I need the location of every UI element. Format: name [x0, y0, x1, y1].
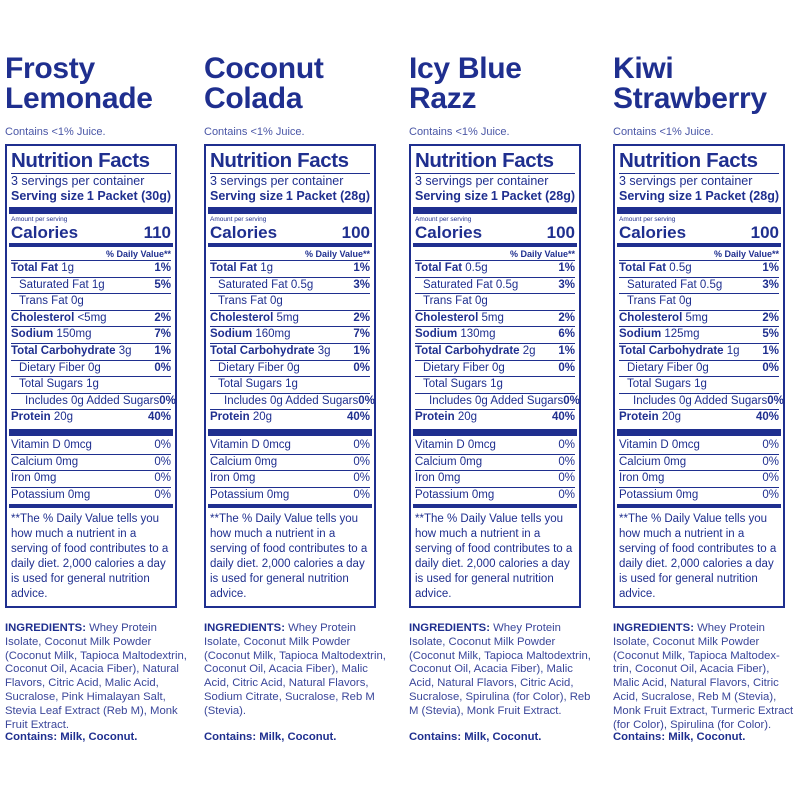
added-sugars-label: Includes 0g Added Sugars [633, 394, 768, 407]
saturated-fat-amount: 1g [91, 278, 105, 291]
nutrition-facts-title: Nutrition Facts [210, 149, 349, 172]
cholesterol-dv: 2% [558, 311, 575, 324]
serving-size [415, 189, 575, 204]
medium-divider [208, 243, 372, 247]
total-carb-label: Total Carbohydrate [11, 344, 116, 357]
sodium-dv: 7% [154, 328, 171, 341]
sodium-label: Sodium [415, 328, 458, 341]
thick-divider [413, 429, 577, 436]
potassium-dv: 0% [154, 488, 171, 501]
flavor-title: Frosty Lemonade [5, 52, 153, 115]
servings-per-container: 3 servings per container [210, 174, 344, 188]
calories-row [619, 224, 779, 242]
daily-value-footnote: **The % Daily Value tells you how much a nutrient in a serving of food contributes to a daily diet. 2,000 calories a day is used for general nutrition advice. [210, 513, 368, 601]
iron-label: Iron 0mg [415, 472, 461, 485]
iron-row [210, 470, 370, 487]
calcium-dv: 0% [762, 455, 779, 468]
juice-note: Contains <1% Juice. [204, 126, 305, 138]
added-sugars-row [11, 393, 176, 410]
saturated-fat-label: Saturated Fat [423, 278, 493, 291]
iron-label: Iron 0mg [210, 472, 256, 485]
calcium-label: Calcium 0mg [11, 455, 79, 468]
ingredients-text: Whey Protein Isolate, Coconut Milk Powder (Coconut Milk, Tapioca Maltodextrin, Coconut Oil, Acacia Fiber), Malic Acid, Citric Acid, Natural Flavors, Sodium Citrate, Sucralose, Reb M (Stevia). [204, 622, 386, 717]
saturated-fat-label: Saturated Fat [19, 278, 89, 291]
calcium-row [210, 454, 370, 471]
sugars-row [210, 376, 370, 393]
potassium-label: Potassium 0mg [415, 488, 495, 501]
total-carb-amount: 3g [118, 344, 132, 357]
medium-divider [208, 504, 372, 508]
amount-per-serving: Amount per serving [415, 216, 472, 223]
daily-value-footnote: **The % Daily Value tells you how much a nutrient in a serving of food contributes to a daily diet. 2,000 calories a day is used for general nutrition advice. [415, 513, 573, 601]
vitamin-d-label: Vitamin D 0mcg [210, 438, 291, 451]
serving-size-value: 1 Packet (30g) [86, 189, 171, 203]
cholesterol-amount: 5mg [481, 311, 504, 324]
sugars-row [619, 376, 779, 393]
calories-row [11, 224, 171, 242]
cholesterol-dv: 2% [353, 311, 370, 324]
total-carb-amount: 2g [522, 344, 536, 357]
ingredients-label: INGREDIENTS: [409, 622, 490, 634]
thick-divider [413, 207, 577, 214]
medium-divider [617, 243, 781, 247]
sodium-amount: 150mg [56, 328, 92, 341]
serving-size-label: Serving size [210, 189, 283, 203]
serving-size-label: Serving size [415, 189, 488, 203]
trans-fat-label: Trans Fat 0g [218, 295, 283, 308]
cholesterol-dv: 2% [154, 311, 171, 324]
saturated-fat-row [415, 277, 575, 294]
sodium-amount: 130mg [460, 328, 496, 341]
calcium-dv: 0% [558, 455, 575, 468]
saturated-fat-row [210, 277, 370, 294]
thick-divider [208, 429, 372, 436]
iron-dv: 0% [154, 472, 171, 485]
trans-fat-label: Trans Fat 0g [19, 295, 84, 308]
added-sugars-label: Includes 0g Added Sugars [429, 394, 564, 407]
calcium-label: Calcium 0mg [210, 455, 278, 468]
medium-divider [9, 504, 173, 508]
medium-divider [413, 504, 577, 508]
daily-value-header: % Daily Value** [304, 249, 370, 259]
fiber-label: Dietary Fiber 0g [423, 361, 505, 374]
added-sugars-dv: 0% [159, 394, 176, 407]
total-carb-row [619, 343, 779, 360]
total-fat-amount: 1g [260, 262, 274, 274]
protein-dv: 40% [551, 411, 575, 424]
fiber-label: Dietary Fiber 0g [19, 361, 101, 374]
ingredients-text: Whey Protein Isolate, Coconut Milk Powder (Coconut Milk, Tapioca Maltodextrin, Coconut Oil, Acacia Fiber), Natural Flavors, Citric Acid, Malic Acid, Sucralose, Pink Himalayan Salt, Stevia Leaf Extract (Reb M), Monk Fruit Extract. [5, 622, 187, 731]
sugars-label: Total Sugars 1g [218, 378, 298, 391]
sodium-label: Sodium [11, 328, 54, 341]
protein-amount: 20g [457, 411, 478, 424]
ingredients-label: INGREDIENTS: [5, 622, 86, 634]
vitamin-d-dv: 0% [762, 438, 779, 451]
iron-row [415, 470, 575, 487]
iron-dv: 0% [762, 472, 779, 485]
total-fat-label: Total Fat [415, 262, 463, 274]
total-carb-label: Total Carbohydrate [619, 344, 724, 357]
vitamin-d-dv: 0% [558, 438, 575, 451]
thick-divider [617, 429, 781, 436]
calories-label: Calories [415, 223, 483, 242]
sodium-amount: 125mg [664, 328, 700, 341]
allergen-contains: Contains: Milk, Coconut. [5, 731, 138, 743]
potassium-row [415, 487, 575, 504]
total-carb-dv: 1% [353, 344, 370, 357]
nutrition-facts-title: Nutrition Facts [415, 149, 554, 172]
serving-size [11, 189, 171, 204]
total-carb-label: Total Carbohydrate [210, 344, 315, 357]
sodium-row [210, 326, 370, 343]
total-fat-dv: 1% [154, 262, 171, 274]
total-carb-dv: 1% [762, 344, 779, 357]
cholesterol-row [619, 310, 779, 327]
trans-fat-row [210, 293, 370, 310]
medium-divider [413, 243, 577, 247]
servings-per-container: 3 servings per container [415, 174, 549, 188]
ingredients-text: Whey Protein Isolate, Coconut Milk Powder (Coconut Milk, Tapioca Maltodex-trin, Coconut Oil, Acacia Fiber), Malic Acid, Natural Flavors, Citric Acid, Sucralose, Reb M (Stevia), Monk Fruit Extract, Turmeric Extract (for Color), Spirulina (for Color). [613, 622, 794, 731]
vitamin-d-row [619, 438, 779, 454]
sodium-label: Sodium [210, 328, 253, 341]
fiber-label: Dietary Fiber 0g [218, 361, 300, 374]
thick-divider [208, 207, 372, 214]
iron-row [11, 470, 171, 487]
potassium-label: Potassium 0mg [11, 488, 91, 501]
protein-row [415, 409, 575, 426]
fiber-dv: 0% [762, 361, 779, 374]
serving-size [210, 189, 370, 204]
juice-note: Contains <1% Juice. [409, 126, 510, 138]
total-carb-amount: 3g [317, 344, 331, 357]
protein-row [210, 409, 370, 426]
thick-divider [9, 429, 173, 436]
serving-size-label: Serving size [11, 189, 84, 203]
daily-value-header: % Daily Value** [105, 249, 171, 259]
serving-size-value: 1 Packet (28g) [694, 189, 779, 203]
saturated-fat-dv: 5% [154, 278, 171, 291]
protein-dv: 40% [147, 411, 171, 424]
fiber-row [11, 360, 171, 377]
added-sugars-dv: 0% [563, 394, 580, 407]
protein-label: Protein [11, 411, 51, 424]
allergen-contains: Contains: Milk, Coconut. [409, 731, 542, 743]
calories-label: Calories [11, 223, 79, 242]
potassium-row [210, 487, 370, 504]
potassium-row [619, 487, 779, 504]
iron-label: Iron 0mg [11, 472, 57, 485]
cholesterol-amount: <5mg [77, 311, 107, 324]
daily-value-footnote: **The % Daily Value tells you how much a nutrient in a serving of food contributes to a daily diet. 2,000 calories a day is used for general nutrition advice. [619, 513, 777, 601]
calcium-dv: 0% [154, 455, 171, 468]
iron-row [619, 470, 779, 487]
trans-fat-row [415, 293, 575, 310]
serving-size-value: 1 Packet (28g) [490, 189, 575, 203]
cholesterol-row [11, 310, 171, 327]
total-carb-dv: 1% [154, 344, 171, 357]
ingredients [613, 622, 795, 732]
protein-amount: 20g [252, 411, 273, 424]
protein-label: Protein [415, 411, 455, 424]
allergen-contains: Contains: Milk, Coconut. [204, 731, 337, 743]
total-carb-label: Total Carbohydrate [415, 344, 520, 357]
serving-size [619, 189, 779, 204]
saturated-fat-amount: 0.5g [290, 278, 314, 291]
total-fat-row [619, 260, 779, 277]
fiber-dv: 0% [558, 361, 575, 374]
total-fat-dv: 1% [558, 262, 575, 274]
added-sugars-row [210, 393, 375, 410]
total-fat-label: Total Fat [619, 262, 667, 274]
thick-divider [617, 207, 781, 214]
total-fat-amount: 1g [61, 262, 75, 274]
saturated-fat-row [11, 277, 171, 294]
amount-per-serving: Amount per serving [11, 216, 68, 223]
ingredients-label: INGREDIENTS: [204, 622, 285, 634]
vitamin-d-row [210, 438, 370, 454]
ingredients-text: Whey Protein Isolate, Coconut Milk Powder (Coconut Milk, Tapioca Maltodextrin, Coconut Oil, Acacia Fiber), Malic Acid, Natural Flavors, Citric Acid, Sucralose, Spirulina (for Color), Reb M (Stevia), Monk Fruit Extract. [409, 622, 591, 717]
sugars-label: Total Sugars 1g [19, 378, 99, 391]
cholesterol-amount: 5mg [685, 311, 708, 324]
protein-dv: 40% [755, 411, 779, 424]
thick-divider [9, 207, 173, 214]
total-fat-row [210, 260, 370, 277]
total-fat-label: Total Fat [210, 262, 258, 274]
vitamin-d-dv: 0% [154, 438, 171, 451]
ingredients [409, 622, 591, 719]
calories-label: Calories [210, 223, 278, 242]
sugars-row [11, 376, 171, 393]
cholesterol-label: Cholesterol [11, 311, 75, 324]
trans-fat-row [11, 293, 171, 310]
added-sugars-dv: 0% [767, 394, 784, 407]
ingredients [204, 622, 386, 719]
protein-label: Protein [210, 411, 250, 424]
saturated-fat-amount: 0.5g [495, 278, 519, 291]
amount-per-serving: Amount per serving [210, 216, 267, 223]
juice-note: Contains <1% Juice. [613, 126, 714, 138]
sodium-row [11, 326, 171, 343]
calcium-row [11, 454, 171, 471]
saturated-fat-dv: 3% [353, 278, 370, 291]
sodium-label: Sodium [619, 328, 662, 341]
nutrition-facts-panel [613, 144, 785, 608]
added-sugars-dv: 0% [358, 394, 375, 407]
added-sugars-row [415, 393, 580, 410]
sodium-dv: 5% [762, 328, 779, 341]
protein-amount: 20g [661, 411, 682, 424]
allergen-contains: Contains: Milk, Coconut. [613, 731, 746, 743]
saturated-fat-amount: 0.5g [699, 278, 723, 291]
total-fat-amount: 0.5g [465, 262, 488, 274]
total-carb-row [210, 343, 370, 360]
cholesterol-row [415, 310, 575, 327]
vitamin-d-row [11, 438, 171, 454]
iron-dv: 0% [353, 472, 370, 485]
nutrition-facts-title: Nutrition Facts [619, 149, 758, 172]
servings-per-container: 3 servings per container [11, 174, 145, 188]
flavor-title: Icy Blue Razz [409, 52, 522, 115]
total-carb-dv: 1% [558, 344, 575, 357]
fiber-label: Dietary Fiber 0g [627, 361, 709, 374]
flavor-title: Kiwi Strawberry [613, 52, 767, 115]
total-fat-amount: 0.5g [669, 262, 692, 274]
saturated-fat-label: Saturated Fat [218, 278, 288, 291]
daily-value-footnote: **The % Daily Value tells you how much a nutrient in a serving of food contributes to a daily diet. 2,000 calories a day is used for general nutrition advice. [11, 513, 169, 601]
calories-value: 100 [546, 223, 575, 242]
sodium-amount: 160mg [255, 328, 291, 341]
protein-amount: 20g [53, 411, 74, 424]
potassium-dv: 0% [762, 488, 779, 501]
sodium-row [415, 326, 575, 343]
serving-size-value: 1 Packet (28g) [285, 189, 370, 203]
total-fat-label: Total Fat [11, 262, 59, 274]
calories-label: Calories [619, 223, 687, 242]
potassium-label: Potassium 0mg [619, 488, 699, 501]
sugars-row [415, 376, 575, 393]
serving-size-label: Serving size [619, 189, 692, 203]
servings-per-container: 3 servings per container [619, 174, 753, 188]
vitamin-d-label: Vitamin D 0mcg [619, 438, 700, 451]
total-carb-row [11, 343, 171, 360]
amount-per-serving: Amount per serving [619, 216, 676, 223]
added-sugars-label: Includes 0g Added Sugars [25, 394, 160, 407]
added-sugars-row [619, 393, 784, 410]
fiber-row [619, 360, 779, 377]
iron-dv: 0% [558, 472, 575, 485]
sugars-label: Total Sugars 1g [423, 378, 503, 391]
saturated-fat-row [619, 277, 779, 294]
protein-row [619, 409, 779, 426]
sodium-dv: 6% [558, 328, 575, 341]
protein-dv: 40% [346, 411, 370, 424]
fiber-dv: 0% [154, 361, 171, 374]
cholesterol-dv: 2% [762, 311, 779, 324]
cholesterol-label: Cholesterol [415, 311, 479, 324]
vitamin-d-row [415, 438, 575, 454]
calcium-dv: 0% [353, 455, 370, 468]
trans-fat-label: Trans Fat 0g [423, 295, 488, 308]
nutrition-facts-panel [5, 144, 177, 608]
calcium-label: Calcium 0mg [619, 455, 687, 468]
protein-label: Protein [619, 411, 659, 424]
cholesterol-amount: 5mg [276, 311, 299, 324]
vitamin-d-label: Vitamin D 0mcg [415, 438, 496, 451]
added-sugars-label: Includes 0g Added Sugars [224, 394, 359, 407]
nutrition-facts-title: Nutrition Facts [11, 149, 150, 172]
total-fat-row [11, 260, 171, 277]
saturated-fat-dv: 3% [762, 278, 779, 291]
sodium-row [619, 326, 779, 343]
saturated-fat-label: Saturated Fat [627, 278, 697, 291]
medium-divider [617, 504, 781, 508]
ingredients-label: INGREDIENTS: [613, 622, 694, 634]
potassium-label: Potassium 0mg [210, 488, 290, 501]
potassium-dv: 0% [353, 488, 370, 501]
protein-row [11, 409, 171, 426]
total-fat-dv: 1% [353, 262, 370, 274]
calories-row [415, 224, 575, 242]
cholesterol-label: Cholesterol [619, 311, 683, 324]
daily-value-header: % Daily Value** [509, 249, 575, 259]
juice-note: Contains <1% Juice. [5, 126, 106, 138]
calcium-row [619, 454, 779, 471]
vitamin-d-label: Vitamin D 0mcg [11, 438, 92, 451]
sodium-dv: 7% [353, 328, 370, 341]
trans-fat-label: Trans Fat 0g [627, 295, 692, 308]
total-fat-row [415, 260, 575, 277]
potassium-row [11, 487, 171, 504]
iron-label: Iron 0mg [619, 472, 665, 485]
nutrition-facts-panel [409, 144, 581, 608]
fiber-row [210, 360, 370, 377]
calories-value: 110 [143, 223, 171, 242]
medium-divider [9, 243, 173, 247]
trans-fat-row [619, 293, 779, 310]
total-carb-amount: 1g [726, 344, 740, 357]
calories-value: 100 [750, 223, 779, 242]
cholesterol-label: Cholesterol [210, 311, 274, 324]
calcium-label: Calcium 0mg [415, 455, 483, 468]
calories-row [210, 224, 370, 242]
sugars-label: Total Sugars 1g [627, 378, 707, 391]
fiber-dv: 0% [353, 361, 370, 374]
ingredients [5, 622, 187, 732]
fiber-row [415, 360, 575, 377]
saturated-fat-dv: 3% [558, 278, 575, 291]
calories-value: 100 [341, 223, 370, 242]
cholesterol-row [210, 310, 370, 327]
potassium-dv: 0% [558, 488, 575, 501]
nutrition-facts-panel [204, 144, 376, 608]
total-fat-dv: 1% [762, 262, 779, 274]
calcium-row [415, 454, 575, 471]
vitamin-d-dv: 0% [353, 438, 370, 451]
total-carb-row [415, 343, 575, 360]
flavor-title: Coconut Colada [204, 52, 324, 115]
daily-value-header: % Daily Value** [713, 249, 779, 259]
